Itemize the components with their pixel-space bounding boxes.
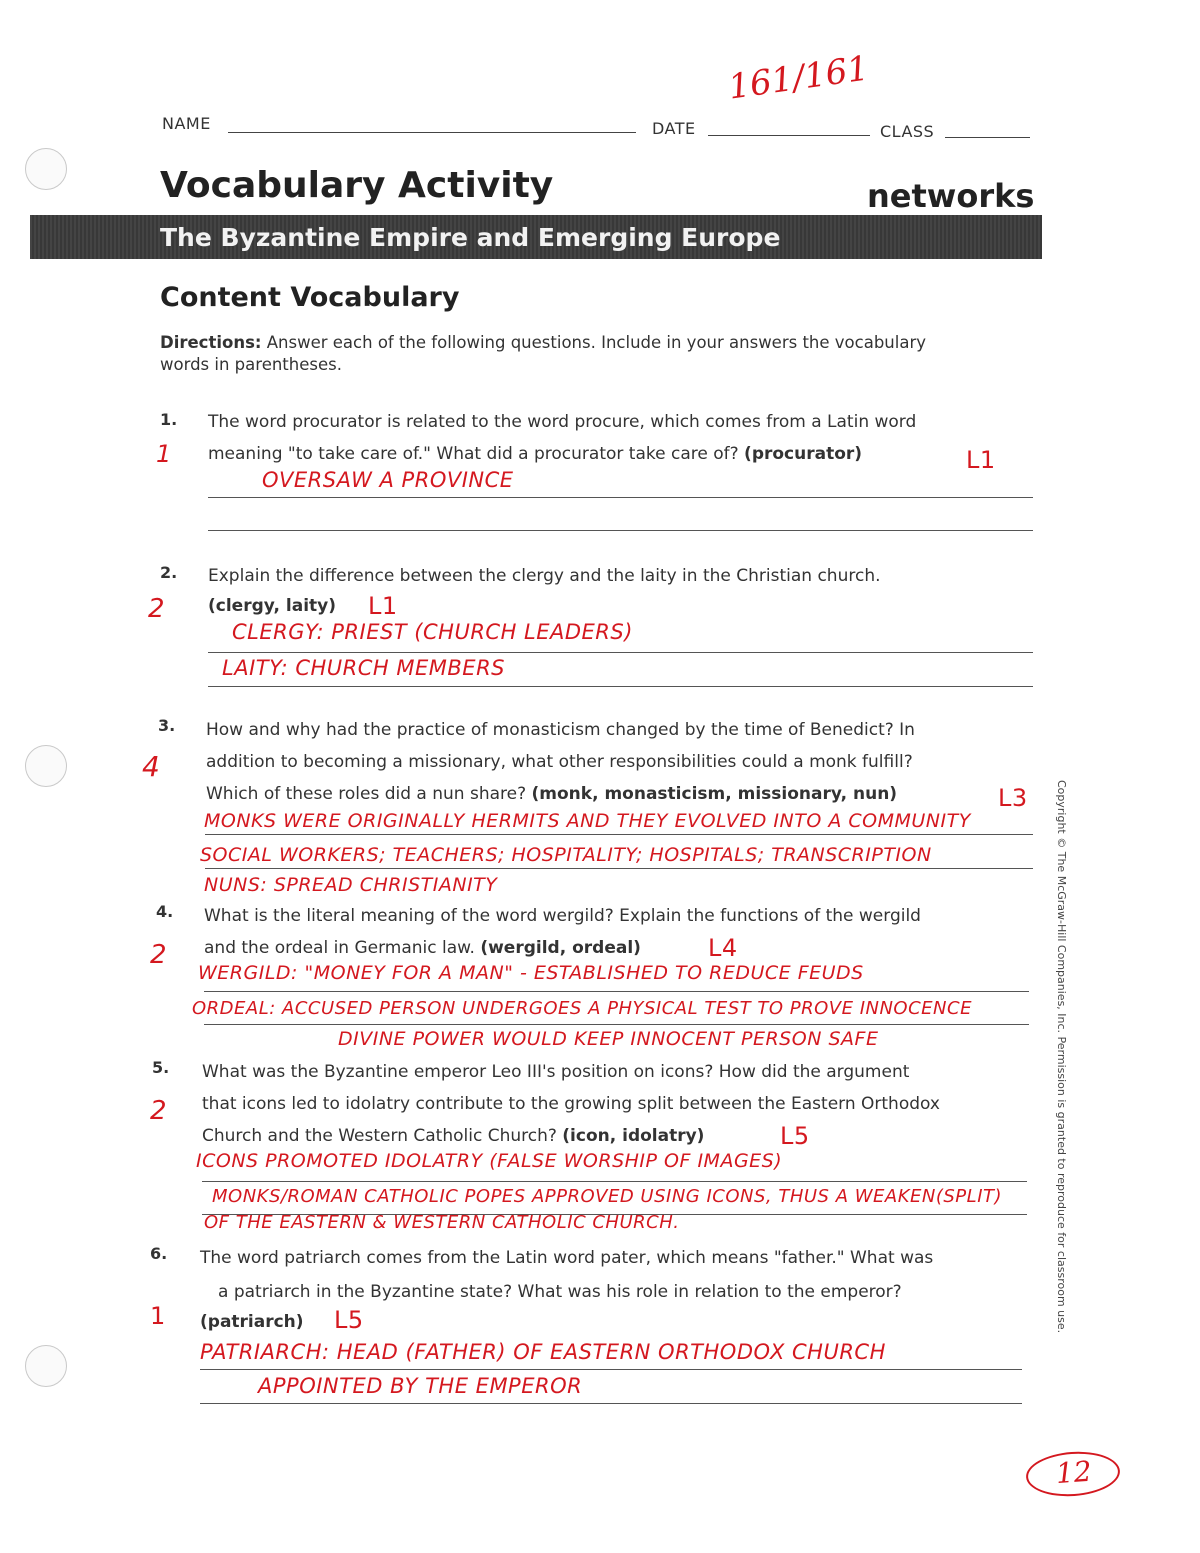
binder-hole-middle xyxy=(25,745,67,787)
question-text-line: and the ordeal in Germanic law. xyxy=(204,938,475,958)
question-text: that icons led to idolatry contribute to the growing split between the Eastern Orthodox xyxy=(202,1094,940,1114)
answer-line[interactable] xyxy=(205,868,1033,869)
handwritten-answer: PATRIARCH: HEAD (FATHER) OF EASTERN ORTHODOX CHURCH xyxy=(200,1340,886,1364)
question-keywords: (icon, idolatry) xyxy=(562,1126,705,1146)
question-text xyxy=(206,784,897,804)
handwritten-answer: SOCIAL WORKERS; TEACHERS; HOSPITALITY; HOSPITALS; TRANSCRIPTION xyxy=(200,844,932,866)
handwritten-answer: OVERSAW A PROVINCE xyxy=(262,468,514,492)
question-keywords: (procurator) xyxy=(744,444,863,464)
answer-line[interactable] xyxy=(208,530,1033,531)
class-field[interactable] xyxy=(945,137,1030,138)
copyright-notice: Copyright © The McGraw-Hill Companies, Inc. Permission is granted to reproduce for classroom use. xyxy=(1055,780,1068,1334)
answer-line[interactable] xyxy=(200,1403,1022,1404)
handwritten-answer: MONKS WERE ORIGINALLY HERMITS AND THEY EVOLVED INTO A COMMUNITY xyxy=(204,810,971,832)
binder-hole-top xyxy=(25,148,67,190)
question-text: How and why had the practice of monasticism changed by the time of Benedict? In xyxy=(206,720,915,740)
question-text: What is the literal meaning of the word wergild? Explain the functions of the wergild xyxy=(204,906,921,926)
lesson-tag: L4 xyxy=(708,934,738,962)
directions-text-2: words in parentheses. xyxy=(160,355,342,374)
date-label: DATE xyxy=(652,119,696,138)
lesson-tag: L1 xyxy=(368,592,398,620)
question-keywords: (monk, monasticism, missionary, nun) xyxy=(531,784,898,804)
directions-label: Directions: xyxy=(160,333,262,352)
directions xyxy=(160,332,1060,376)
name-label: NAME xyxy=(162,114,211,133)
question-text-line: Which of these roles did a nun share? xyxy=(206,784,527,804)
question-number: 5. xyxy=(152,1058,170,1077)
question-text: What was the Byzantine emperor Leo III's position on icons? How did the argument xyxy=(202,1062,910,1082)
question-score: 2 xyxy=(148,594,166,624)
question-text: The word patriarch comes from the Latin word pater, which means "father." What was xyxy=(200,1248,934,1268)
handwritten-answer: APPOINTED BY THE EMPEROR xyxy=(258,1374,583,1398)
lesson-tag: L5 xyxy=(780,1122,810,1150)
answer-line[interactable] xyxy=(204,991,1029,992)
question-score: 4 xyxy=(142,750,161,783)
question-text: Explain the difference between the clergy and the laity in the Christian church. xyxy=(208,566,881,586)
question-text xyxy=(208,444,862,464)
page-total: 12 xyxy=(1054,1454,1093,1491)
question-number: 6. xyxy=(150,1244,168,1263)
question-text-line: Church and the Western Catholic Church? xyxy=(202,1126,557,1146)
class-label: CLASS xyxy=(880,122,935,141)
handwritten-answer: ORDEAL: ACCUSED PERSON UNDERGOES A PHYSICAL TEST TO PROVE INNOCENCE xyxy=(192,998,972,1019)
answer-line[interactable] xyxy=(208,686,1033,687)
question-text: addition to becoming a missionary, what other responsibilities could a monk fulfill? xyxy=(206,752,913,772)
name-field[interactable] xyxy=(228,132,636,133)
brand-logo: networks xyxy=(867,177,1035,215)
page-title: Vocabulary Activity xyxy=(160,165,554,206)
question-score: 2 xyxy=(150,1096,168,1126)
question-keywords: (patriarch) xyxy=(200,1312,304,1332)
question-number: 2. xyxy=(160,563,178,582)
chapter-title: The Byzantine Empire and Emerging Europe xyxy=(160,223,781,252)
answer-line[interactable] xyxy=(200,1369,1022,1370)
lesson-tag: L1 xyxy=(966,446,996,474)
directions-text-1: Answer each of the following questions. Include in your answers the vocabulary xyxy=(266,333,927,352)
lesson-tag: L5 xyxy=(334,1306,364,1334)
binder-hole-bottom xyxy=(25,1345,67,1387)
handwritten-answer: MONKS/ROMAN CATHOLIC POPES APPROVED USING ICONS, THUS A WEAKEN(SPLIT) xyxy=(212,1186,1003,1207)
handwritten-answer: CLERGY: PRIEST (CHURCH LEADERS) xyxy=(232,620,633,644)
question-text xyxy=(200,1312,304,1332)
date-field[interactable] xyxy=(708,135,870,136)
lesson-tag: L3 xyxy=(998,784,1028,812)
question-text xyxy=(202,1126,704,1146)
question-score: 1 xyxy=(156,440,172,468)
handwritten-answer: NUNS: SPREAD CHRISTIANITY xyxy=(204,874,498,896)
answer-line[interactable] xyxy=(205,834,1033,835)
question-keywords: (clergy, laity) xyxy=(208,596,336,616)
answer-line[interactable] xyxy=(208,497,1033,498)
question-text: a patriarch in the Byzantine state? What was his role in relation to the emperor? xyxy=(218,1282,902,1302)
question-text xyxy=(208,596,336,616)
answer-line[interactable] xyxy=(202,1181,1027,1182)
handwritten-answer: ICONS PROMOTED IDOLATRY (FALSE WORSHIP OF IMAGES) xyxy=(196,1150,783,1172)
handwritten-answer: LAITY: CHURCH MEMBERS xyxy=(222,656,505,680)
question-number: 3. xyxy=(158,716,176,735)
handwritten-answer: WERGILD: "MONEY FOR A MAN" - ESTABLISHED TO REDUCE FEUDS xyxy=(198,962,864,984)
section-heading: Content Vocabulary xyxy=(160,282,460,313)
answer-line[interactable] xyxy=(204,1024,1029,1025)
handwritten-answer: DIVINE POWER WOULD KEEP INNOCENT PERSON SAFE xyxy=(338,1028,879,1050)
question-keywords: (wergild, ordeal) xyxy=(480,938,641,958)
answer-line[interactable] xyxy=(208,652,1033,653)
question-number: 4. xyxy=(156,902,174,921)
handwritten-total-score: 161/161 xyxy=(725,48,872,108)
handwritten-answer: OF THE EASTERN & WESTERN CATHOLIC CHURCH. xyxy=(204,1212,680,1233)
question-text xyxy=(204,938,641,958)
question-text: The word procurator is related to the word procure, which comes from a Latin word xyxy=(208,412,917,432)
circled-page-total xyxy=(1025,1449,1122,1499)
chapter-banner xyxy=(30,215,1042,259)
question-score: 1 xyxy=(150,1302,166,1330)
question-number: 1. xyxy=(160,410,178,429)
question-text-line: meaning "to take care of." What did a procurator take care of? xyxy=(208,444,739,464)
question-score: 2 xyxy=(150,940,168,970)
